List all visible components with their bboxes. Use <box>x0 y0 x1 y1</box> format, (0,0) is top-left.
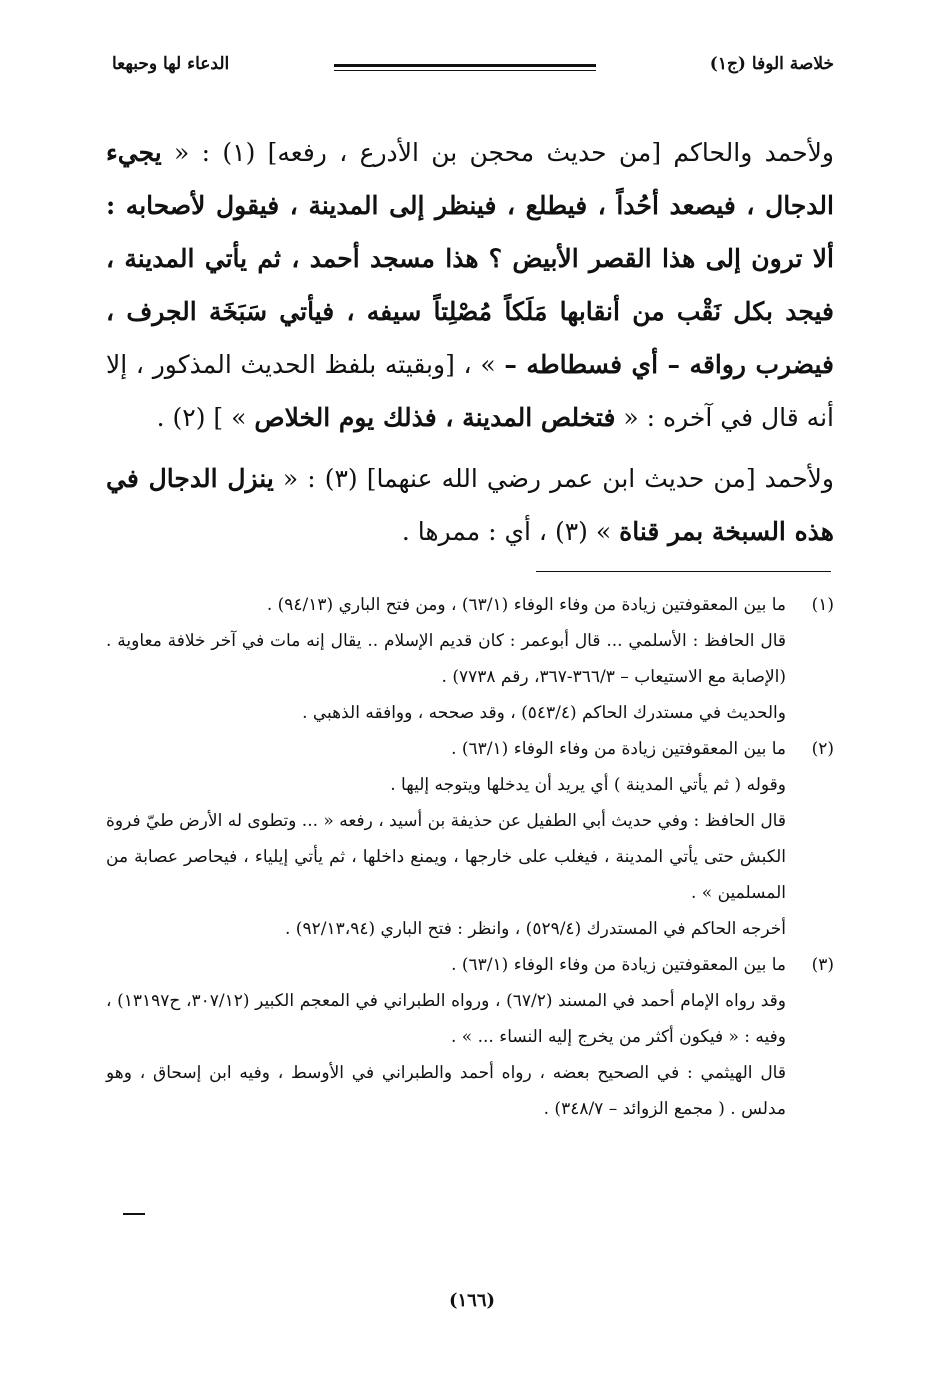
footnote-ref: (٣) <box>554 517 588 546</box>
main-text <box>106 126 834 566</box>
continuation-dash <box>123 1213 145 1215</box>
footnote-line: قال الهيثمي : في الصحيح بعضه ، رواه أحمد والطبراني في الأوسط ، وفيه ابن إسحاق ، وهو مدلس . ( مجمع الزوائد – ٣٤٨/٧) . <box>106 1063 786 1119</box>
footnote-line: ما بين المعقوفتين زيادة من وفاء الوفاء (٦٣/١) . <box>451 739 786 759</box>
footnote-line: وقوله ( ثم يأتي المدينة ) أي يريد أن يدخلها ويتوجه إليها . <box>390 775 786 795</box>
paragraph-1 <box>106 126 834 444</box>
footnote-number: (١) <box>811 595 834 615</box>
text-run: » ، [وبقيته بلفظ الحديث المذكور ، إلا أنه قال في آخره : « <box>106 350 834 432</box>
footnote-number: (٣) <box>811 955 834 975</box>
text-run: . <box>156 403 173 432</box>
hadith-text: يجيء الدجال ، فيصعد أحُداً ، فيطلع ، فينظر إلى المدينة ، فيقول لأصحابه : ألا ترون إلى هذا القصر الأبيض ؟ هذا مسجد أحمد ، ثم يأتي المدينة ، فيجد بكل نَقْب من أنقابها مَلَكاً مُصْلِتاً سيفه ، فيأتي سَبَخَة الجرف ، فيضرب رواقه – أي فسطاطه – <box>106 138 834 379</box>
paragraph-2 <box>106 452 834 558</box>
footnote-line: قال الحافظ : وفي حديث أبي الطفيل عن حذيفة بن أسيد ، رفعه « ... وتطوى له الأرض طيّ فروة الكبش حتى يأتي المدينة ، فيغلب على خارجها ، ويمنع داخلها ، ثم يأتي إيلياء ، فيحاصر عصابة من المسلمين » . <box>106 811 786 903</box>
footnotes <box>106 587 834 1127</box>
text-run: ولأحمد [من حديث ابن عمر رضي الله عنهما] <box>357 464 835 493</box>
book-title: خلاصة الوفا (ج١) <box>709 54 834 74</box>
footnote-ref: (١) <box>222 138 256 167</box>
footnote-line: أخرجه الحاكم في المستدرك (٥٢٩/٤) ، وانظر : فتح الباري (٩٢/١٣،٩٤) . <box>285 919 786 939</box>
header-rule-thin <box>334 70 596 71</box>
footnote-2 <box>106 731 834 947</box>
text-run: ، أي : ممرها . <box>401 517 555 546</box>
header-rule <box>334 64 596 67</box>
footnote-line: ما بين المعقوفتين زيادة من وفاء الوفاء (٦٣/١) . <box>451 955 786 975</box>
hadith-text: فتخلص المدينة ، فذلك يوم الخلاص <box>254 403 616 432</box>
footnote-line: وقد رواه الإمام أحمد في المسند (٦٧/٢) ، ورواه الطبراني في المعجم الكبير (٣٠٧/١٢، ح١٣١٩٧) ، وفيه : « فيكون أكثر من يخرج إليه النساء ... » . <box>106 991 786 1047</box>
footnote-line: والحديث في مستدرك الحاكم (٥٤٣/٤) ، وقد صححه ، ووافقه الذهبي . <box>302 703 786 723</box>
footnote-ref: (٣) <box>324 464 358 493</box>
page-number: (١٦٦) <box>448 1290 496 1311</box>
text-run: : « <box>273 464 325 493</box>
text-run: » <box>587 517 620 546</box>
footnote-ref: (٢) <box>172 403 206 432</box>
text-run: ولأحمد والحاكم [من حديث محجن بن الأدرع ، رفعه] <box>255 138 834 167</box>
text-run: : « <box>161 138 223 167</box>
footnote-separator <box>536 571 831 572</box>
footnote-line: ما بين المعقوفتين زيادة من وفاء الوفاء (٦٣/١) ، ومن فتح الباري (٩٤/١٣) . <box>266 595 786 615</box>
running-header <box>112 48 834 88</box>
text-run: » ] <box>205 403 255 432</box>
hadith-text: ينزل الدجال في هذه السبخة بمر قناة <box>106 464 834 546</box>
footnote-1 <box>106 587 834 731</box>
footnote-number: (٢) <box>811 739 834 759</box>
footnote-3 <box>106 947 834 1127</box>
footnote-line: قال الحافظ : الأسلمي ... قال أبوعمر : كان قديم الإسلام .. يقال إنه مات في آخر خلافة معاوية . (الإصابة مع الاستيعاب – ٣٦٦/٣-٣٦٧، رقم ٧٧٣٨) . <box>106 631 786 687</box>
chapter-title: الدعاء لها وحبهعا <box>112 54 230 74</box>
